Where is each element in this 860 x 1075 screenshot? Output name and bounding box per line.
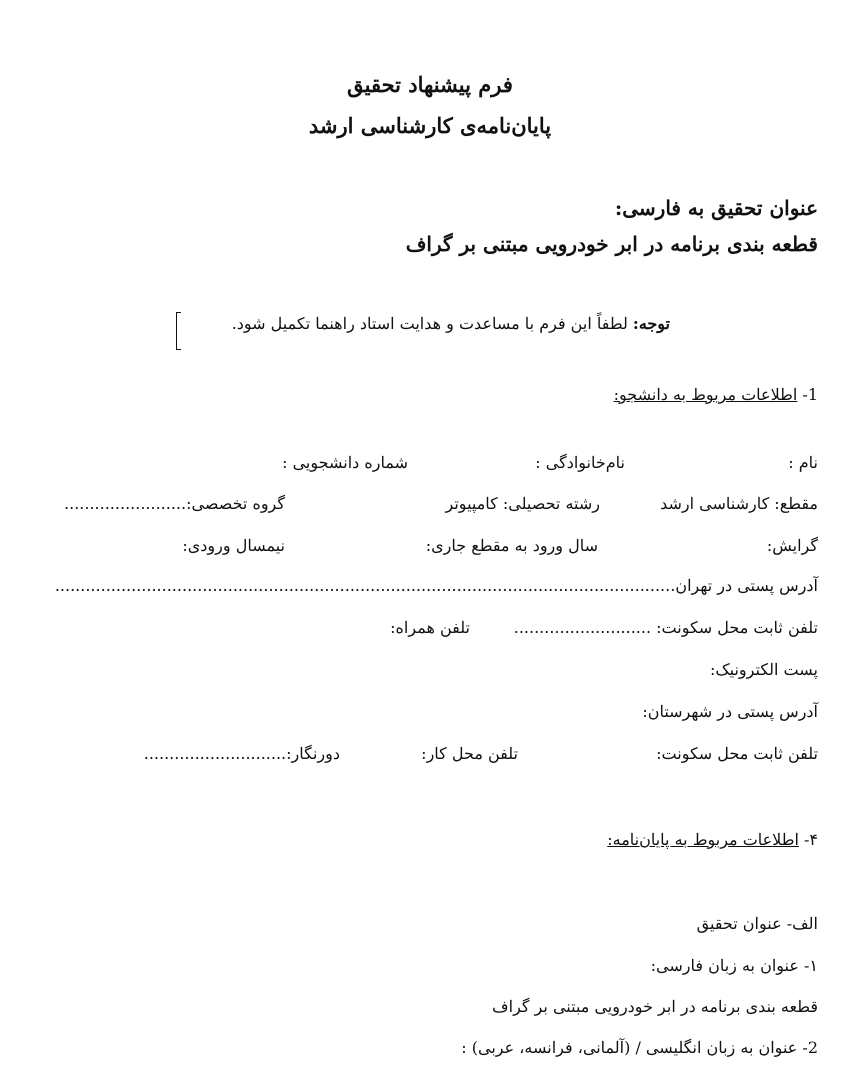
field-email: پست الکترونیک: xyxy=(709,660,818,679)
field-orientation: گرایش: xyxy=(766,536,818,555)
field-student-no: شماره دانشجویی : xyxy=(282,453,408,472)
field-address-city: آدرس پستی در شهرستان: xyxy=(642,702,818,721)
section4-item1-label: ۱- عنوان به زبان فارسی: xyxy=(650,956,818,975)
field-work-phone: تلفن محل کار: xyxy=(421,744,518,763)
field-degree: مقطع: کارشناسی ارشد xyxy=(660,494,818,513)
field-name: نام : xyxy=(788,453,818,472)
section1-heading xyxy=(614,385,818,404)
note-text xyxy=(232,314,670,333)
section1-title: اطلاعات مربوط به دانشجو: xyxy=(613,385,798,404)
section4-heading xyxy=(607,830,818,849)
field-major: رشته تحصیلی: کامپیوتر xyxy=(445,494,600,513)
field-entry-year: سال ورود به مقطع جاری: xyxy=(425,536,598,555)
field-fax: دورنگار:............................ xyxy=(143,744,340,763)
field-mobile: تلفن همراه: xyxy=(390,618,470,637)
research-title-value: قطعه بندی برنامه در ابر خودرویی مبتنی بر گراف xyxy=(405,232,818,256)
research-title-label: عنوان تحقیق به فارسی: xyxy=(614,196,818,220)
field-address-tehran: آدرس پستی در تهران.......................................................................................................................... xyxy=(54,576,818,595)
field-entry-semester: نیمسال ورودی: xyxy=(182,536,285,555)
field-home-phone2: تلفن ثابت محل سکونت: xyxy=(656,744,818,763)
section4-alef: الف- عنوان تحقیق xyxy=(696,914,818,933)
section4-item1-value: قطعه بندی برنامه در ابر خودرویی مبتنی بر گراف xyxy=(492,997,818,1016)
section4-title: اطلاعات مربوط به پایان‌نامه: xyxy=(607,830,799,849)
form-title: فرم پیشنهاد تحقیق xyxy=(347,72,513,97)
field-home-phone: تلفن ثابت محل سکونت: ........................... xyxy=(513,618,818,637)
form-subtitle: پایان‌نامه‌ی کارشناسی ارشد xyxy=(308,113,552,138)
section1-number: 1- xyxy=(802,385,818,404)
section4-item2-label: 2- عنوان به زبان انگلیسی / (آلمانی، فرانسه، عربی) : xyxy=(461,1038,818,1057)
note-body: لطفاً این فرم با مساعدت و هدایت استاد راهنما تکمیل شود. xyxy=(231,314,633,333)
note-bracket xyxy=(176,312,181,350)
note-bold: توجه: xyxy=(632,314,670,333)
field-family: نام‌خانوادگی : xyxy=(535,453,625,472)
section4-number: ۴- xyxy=(804,830,818,849)
field-group: گروه تخصصی:........................ xyxy=(64,494,285,513)
